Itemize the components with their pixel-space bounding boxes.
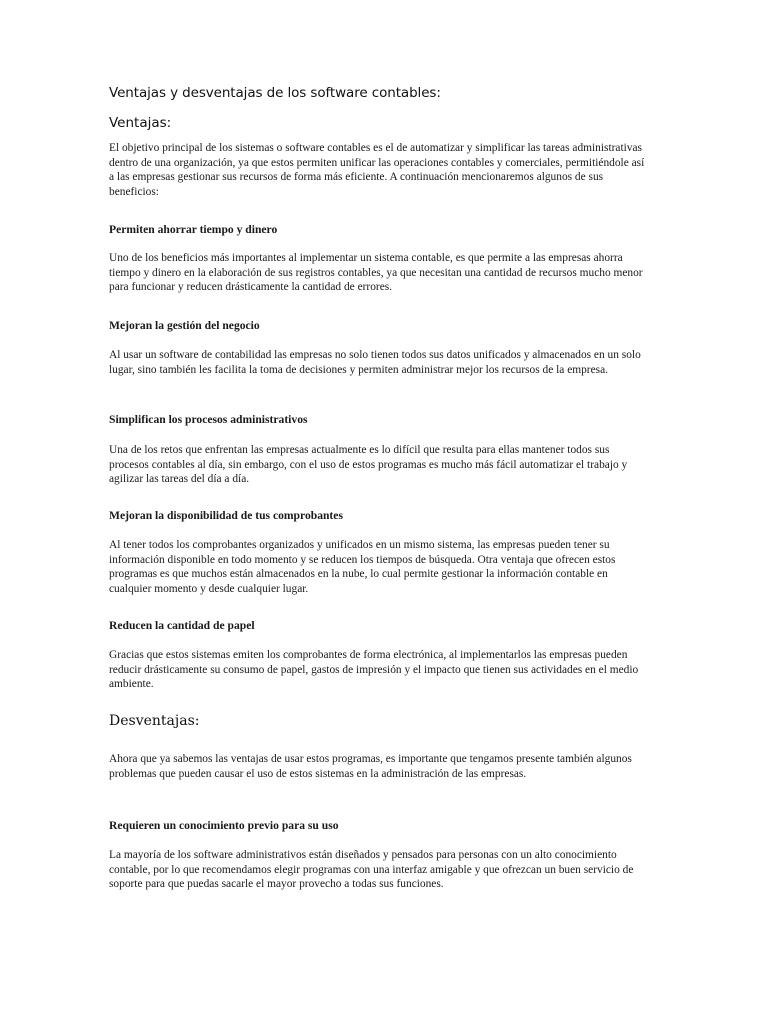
drawback-heading-conocimiento: Requieren un conocimiento previo para su uso <box>109 819 339 832</box>
benefit-heading-disponibilidad: Mejoran la disponibilidad de tus comprobantes <box>109 509 343 522</box>
document-title: Ventajas y desventajas de los software contables: <box>109 85 441 101</box>
drawback-text-conocimiento: La mayoría de los software administrativos están diseñados y pensados para personas con un alto conocimiento contable, por lo que recomendamos elegir programas con una interfaz amigable y que ofrezcan un buen servicio de soporte para que puedas sacarle el mayor provecho a todas sus funciones. <box>109 849 634 890</box>
benefit-text-papel: Gracias que estos sistemas emiten los comprobantes de forma electrónica, al implementarlos las empresas pueden reducir drásticamente su consumo de papel, gastos de impresión y el impacto que tienen sus actividades en el medio ambiente. <box>109 649 639 690</box>
desventajas-intro-paragraph: Ahora que ya sabemos las ventajas de usar estos programas, es importante que tengamos presente también algunos problemas que pueden causar el uso de estos sistemas en la administración de las empresas. <box>109 753 632 780</box>
benefit-text-ahorrar: Uno de los beneficios más importantes al implementar un sistema contable, es que permite a las empresas ahorra tiempo y dinero en la elaboración de sus registros contables, ya que necesitan una cantidad de recursos mucho menor para funcionar y reducen drásticamente la cantidad de errores. <box>109 252 643 293</box>
benefit-text-disponibilidad: Al tener todos los comprobantes organizados y unificados en un mismo sistema, las empresas pueden tener su información disponible en todo momento y se reducen los tiempos de búsqueda. Otra ventaja que ofrecen estos programas es que muchos están almacenados en la nube, lo cual permite gestionar la información contable en cualquier momento y desde cualquier lugar. <box>109 539 616 595</box>
benefit-heading-papel: Reducen la cantidad de papel <box>109 619 255 632</box>
ventajas-intro-paragraph: El objetivo principal de los sistemas o software contables es el de automatizar y simplificar las tareas administrativas dentro de una organización, ya que estos permiten unificar las operaciones contables y comerciales, permitiéndole así a las empresas gestionar sus recursos de forma más eficiente. A continuación mencionaremos algunos de sus beneficios: <box>109 142 645 198</box>
benefit-heading-simplifican: Simplifican los procesos administrativos <box>109 413 308 426</box>
benefit-text-simplifican: Una de los retos que enfrentan las empresas actualmente es lo difícil que resulta para ellas mantener todos sus procesos contables al día, sin embargo, con el uso de estos programas es mucho más fácil automatizar el trabajo y agilizar las tareas del día a día. <box>109 444 628 485</box>
benefit-heading-ahorrar: Permiten ahorrar tiempo y dinero <box>109 223 278 236</box>
benefit-text-gestion: Al usar un software de contabilidad las empresas no solo tienen todos sus datos unificados y almacenados en un solo lugar, sino también les facilita la toma de decisiones y permiten administrar mejor los recursos de la empresa. <box>109 349 641 376</box>
benefit-heading-gestion: Mejoran la gestión del negocio <box>109 319 260 332</box>
ventajas-heading: Ventajas: <box>109 115 172 131</box>
desventajas-heading: Desventajas: <box>109 713 200 729</box>
